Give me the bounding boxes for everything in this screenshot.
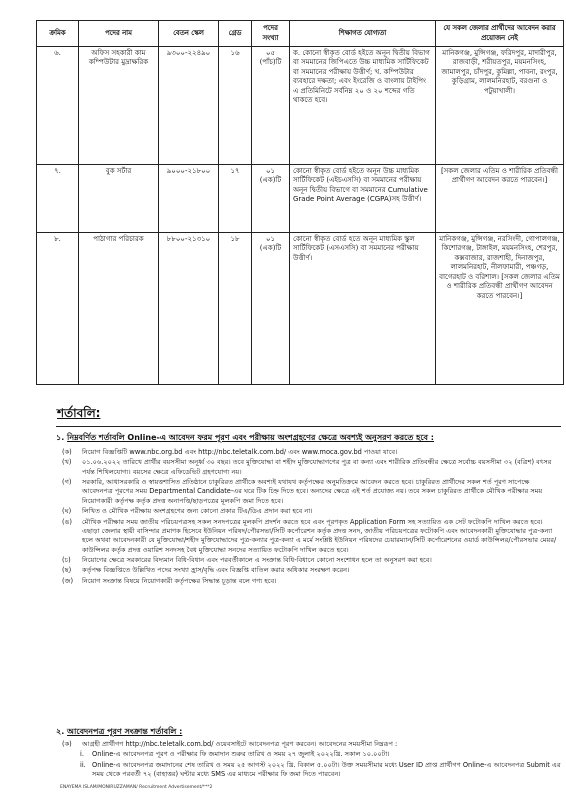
- conditions-list-2: [62, 740, 562, 780]
- header-serial: ক্রমিক: [37, 21, 79, 47]
- item-text: লিখিত ও মৌখিক পরীক্ষায় অংশগ্রহণের জন্য কোনো প্রকার টিএ/ডিএ প্রদান করা হবে না।: [82, 507, 313, 516]
- cell-post-name: পাঠাগার পরিচারক: [79, 233, 159, 385]
- cell-districts: [সকল জেলার এতিম ও শারীরিক প্রতিবন্ধী প্রার্থীগণ আবেদন করতে পারবেন।]: [436, 165, 564, 233]
- cell-post-name: অফিস সহকারী কাম কম্পিউটার মুদ্রাক্ষরিক: [79, 47, 159, 165]
- item-label: (গ): [62, 478, 72, 487]
- cell-post-name: বুক সর্টার: [79, 165, 159, 233]
- header-pay-scale: বেতন স্কেল: [159, 21, 219, 47]
- list-item: [62, 518, 562, 555]
- document-footer: ENAYEMA ISLAM/MONIRUZZAMAN/ Recruitment Advertisement/***2: [60, 785, 213, 790]
- cell-post-count: ০৫ (পাঁচ)টি: [252, 47, 290, 165]
- item-text: Online-এ আবেদনপত্র পূরণ ও পরীক্ষার ফি জমাদান শুরুর তারিখ ও সময় ২৭ জুলাই ২০২২খ্রি. সকাল ১০.০০টা।: [92, 750, 390, 759]
- conditions-title: শর্তাবলি:: [57, 406, 101, 420]
- item-label: (ক): [62, 448, 72, 456]
- cell-serial: ৭.: [37, 165, 79, 233]
- conditions-heading-2: [56, 726, 182, 739]
- table-row: [37, 233, 564, 385]
- cell-qualification: কোনো স্বীকৃত বোর্ড হতে অনূন মাধ্যমিক স্কুল সার্টিফিকেট (এসএসসি) বা সমমানের পরীক্ষায় উত্তীর্ণ।: [290, 233, 436, 385]
- cell-grade: ১৬: [219, 47, 252, 165]
- list-item: [62, 507, 562, 516]
- conditions-heading-1: [56, 432, 434, 445]
- list-item: [62, 448, 562, 457]
- item-text: সরকারি, আধাসরকারি ও স্বায়ত্তশাসিত প্রতিষ্ঠানে চাকুরিরত প্রার্থীকে অবশ্যই যথাযথ কর্তৃপক্ষের অনুমতিক্রমে আবেদন করতে হবে। চাকুরিরত প্রার্থীদের সকল শর্ত পূরণ সাপেক্ষে আবেদনপত্র পূরণের সময় Departmental Candidate-এর ঘরে টিক চিহ্ন দিতে হবে। অন্যদের ক্ষেত্রে এই শর্ত প্রযোজ্য নয়। তবে সকল চাকুরিরত প্রার্থীকে মৌখিক পরীক্ষার সময় নিয়োগকারী কর্তৃপক্ষ কর্তৃক প্রদত্ত অনাপত্তি/ছাড়পত্রের মূলকপি জমা দিতে হবে।: [82, 478, 543, 505]
- header-districts: যে সকল জেলার প্রার্থীদের আবেদন করার প্রয়োজন নেই: [436, 21, 564, 47]
- table-header-row: [37, 21, 564, 47]
- item-text: মৌখিক পরীক্ষার সময় জাতীয় পরিচয়পত্রসহ সকল সনদপত্রের মূলকপি প্রদর্শন করতে হবে এবং পূরণকৃত Application Form সহ সত্যায়িত এক সেট ফটোকপি দাখিল করতে হবে। এছাড়া জেলার স্থায়ী বাসিন্দার প্রমাণক হিসেবে ইউনিয়ন পরিষদ/পৌরসভা/সিটি কর্পোরেশন কর্তৃক প্রদত্ত সনদ, জাতীয় পরিচয়পত্রের ফটোকপি এবং আবেদনকারী মুক্তিযোদ্ধার পুত্র-কন্যা হলে অথবা আবেদনকারী যে মুক্তিযোদ্ধা/শহীদ মুক্তিযোদ্ধাদের পুত্র-কন্যার পুত্র-কন্যা এ মর্মে সংশ্লিষ্ট ইউনিয়ন পরিষদের চেয়ারম্যান/সিটি কর্পোরেশনের ওয়ার্ড কাউন্সিলর/পৌরসভার মেয়র/কাউন্সিলর কর্তৃক প্রদত্ত ওয়ারিশ সনদসহ বৈধ মুক্তিযোদ্ধা সনদের সত্যায়িত ফটোকপি দাখিল করতে হবে।: [82, 517, 557, 554]
- cell-pay-scale: ৯৩০০-২২৪৯০: [159, 47, 219, 165]
- list-item: [62, 740, 562, 749]
- cell-serial: ৬.: [37, 47, 79, 165]
- cell-pay-scale: ৮৮০০-২১৩১০: [159, 233, 219, 385]
- cell-post-count: ০১ (এক)টি: [252, 165, 290, 233]
- cell-grade: ১৭: [219, 165, 252, 233]
- posts-table: [36, 20, 564, 385]
- item-label: (খ): [62, 458, 72, 467]
- item-label: (জ): [62, 576, 74, 585]
- list-item: [62, 566, 562, 575]
- header-grade: গ্রেড: [219, 21, 252, 47]
- list-item: [62, 761, 562, 780]
- cell-post-count: ০১ (এক)টি: [252, 233, 290, 385]
- item-text: নিয়োগ বিজ্ঞপ্তিটি www.nbc.org.bd এবং http://nbc.teletalk.com.bd/ এবং www.moca.gov.bd পাওয়া যাবে।: [82, 448, 398, 456]
- heading-2-text: আবেদনপত্র পূরণ সংক্রান্ত শর্তাবলি :: [67, 727, 183, 736]
- cell-districts: মানিকগঞ্জ, মুন্সিগঞ্জ, নরসিংদী, গোপালগঞ্জ, কিশোরগঞ্জ, টাঙ্গাইল, ময়মনসিংহ, শেরপুর, কক্সবাজার, রাজশাহী, দিনাজপুর, লালমনিরহাট, নীলফামারী, পঞ্চগড়, বাগেরহাট ও বরিশাল। [সকল জেলার এতিম ও শারীরিক প্রতিবন্ধী প্রার্থীগণ আবেদন করতে পারবেন।]: [436, 233, 564, 385]
- header-post-name: পদের নাম: [79, 21, 159, 47]
- list-item: [62, 750, 562, 759]
- table-row: [37, 47, 564, 165]
- item-text: কর্তৃপক্ষ বিজ্ঞপ্তিতে উল্লিখিত পদের সংখ্যা হ্রাস/বৃদ্ধি এবং বিজ্ঞপ্তি বাতিল করার অধিকার সংরক্ষণ করেন।: [82, 566, 350, 575]
- heading-2-number: ২.: [56, 727, 65, 736]
- item-text: আগ্রহী প্রার্থীগণ http://nbc.teletalk.com.bd/ ওয়েবসাইটে আবেদনপত্র পূরণ করবেন। আবেদনের সময়সীমা নিম্নরূপ :: [82, 740, 398, 748]
- list-item: [62, 577, 562, 586]
- cell-districts: মানিকগঞ্জ, মুন্সিগঞ্জ, ফরিদপুর, মাদারীপুর, রাজবাড়ী, শরীয়তপুর, ময়মনসিংহ, জামালপুর, চাঁদপুর, কুমিল্লা, পাবনা, রংপুর, কুড়িগ্রাম, লালমনিরহাট, বরগুনা ও পটুয়াখালী।: [436, 47, 564, 165]
- cell-pay-scale: ৯০০০-২১৮০০: [159, 165, 219, 233]
- item-text: নিয়োগের ক্ষেত্রে সরকারের বিদ্যমান বিধি-বিধান এবং পরবর্তীকালে এ সংক্রান্ত বিধি-বিধানে কোনো সংশোধন হলে তা অনুসরণ করা হবে।: [82, 555, 432, 564]
- heading-1-text: নিম্নবর্ণিত শর্তাবলি Online-এ আবেদন ফরম পূরণ এবং পরীক্ষায় অংশগ্রহণের ক্ষেত্রে অবশ্যই অনুসরণ করতে হবে :: [67, 433, 434, 442]
- item-text: Online-এ আবেদনপত্র জমাদানের শেষ তারিখ ও সময় ২৫ আগস্ট ২০২২ খ্রি. বিকাল ৫.০০টা। উক্ত সময়সীমার মধ্যে User ID প্রাপ্ত প্রার্থীগণ Online-এ আবেদনপত্র Submit এর সময় থেকে পরবর্তী ৭২ (বাহাত্তর) ঘন্টার মধ্যে SMS এর মাধ্যমে পরীক্ষার ফি জমা দিতে পারবেন।: [92, 760, 561, 779]
- cell-grade: ১৮: [219, 233, 252, 385]
- header-qualification: শিক্ষাগত যোগ্যতা: [290, 21, 436, 47]
- item-label: (চ): [62, 555, 71, 564]
- list-item: [62, 458, 562, 477]
- cell-serial: ৮.: [37, 233, 79, 385]
- conditions-list-1: [62, 448, 562, 587]
- item-label: (ছ): [62, 566, 72, 575]
- heading-1-number: ১.: [56, 433, 65, 442]
- list-item: [62, 478, 562, 506]
- item-text: ০১.০৬.২০২২ তারিখে প্রার্থীর বয়সসীমা অনূর্ধ্ব ৩০ বছর। তবে মুক্তিযোদ্ধা বা শহীদ মুক্তিযোদ্ধাগণের পুত্র বা কন্যা এবং শারীরিক প্রতিবন্ধীর ক্ষেত্রে সর্বোচ্চ বয়সসীমা ৩২ (বত্রিশ) বৎসর পর্যন্ত শিথিলযোগ্য। বয়সের ক্ষেত্রে এফিডেভিট গ্রহণযোগ্য নয়।: [82, 458, 552, 476]
- item-label: (ঘ): [62, 507, 72, 516]
- header-post-count: পদের সংখ্যা: [252, 21, 290, 47]
- cell-qualification: ক. কোনো স্বীকৃত বোর্ড হইতে অনূন দ্বিতীয় বিভাগ বা সমমানের জিপিএতে উচ্চ মাধ্যমিক সার্টিফিকেট বা সমমানের পরীক্ষায় উত্তীর্ণ; খ. কম্পিউটার ব্যবহারে দক্ষতা; এবং ইংরেজি ও বাংলায় টাইপিং এ প্রতিমিনিটে সর্বনিম্ন ২০ ও ২০ শব্দের গতি থাকতে হবে।: [290, 47, 436, 165]
- item-text: নিয়োগ সংক্রান্ত বিষয়ে নিয়োগকারী কর্তৃপক্ষের সিদ্ধান্ত চূড়ান্ত বলে গণ্য হবে।: [82, 576, 277, 585]
- item-label: (ক): [62, 740, 72, 748]
- list-item: [62, 556, 562, 565]
- item-label: ii.: [80, 760, 86, 769]
- item-label: i.: [80, 750, 84, 759]
- section-divider: [56, 426, 561, 427]
- cell-qualification: কোনো স্বীকৃত বোর্ড হইতে অনূন উচ্চ মাধ্যমিক সার্টিফিকেট (এইচএসসি) বা সমমানের পরীক্ষায় অনূন দ্বিতীয় বিভাগে বা সমমানের Cumulative Grade Point Average (CGPA)সহ উত্তীর্ণ।: [290, 165, 436, 233]
- table-row: [37, 165, 564, 233]
- item-label: (ঙ): [62, 517, 72, 526]
